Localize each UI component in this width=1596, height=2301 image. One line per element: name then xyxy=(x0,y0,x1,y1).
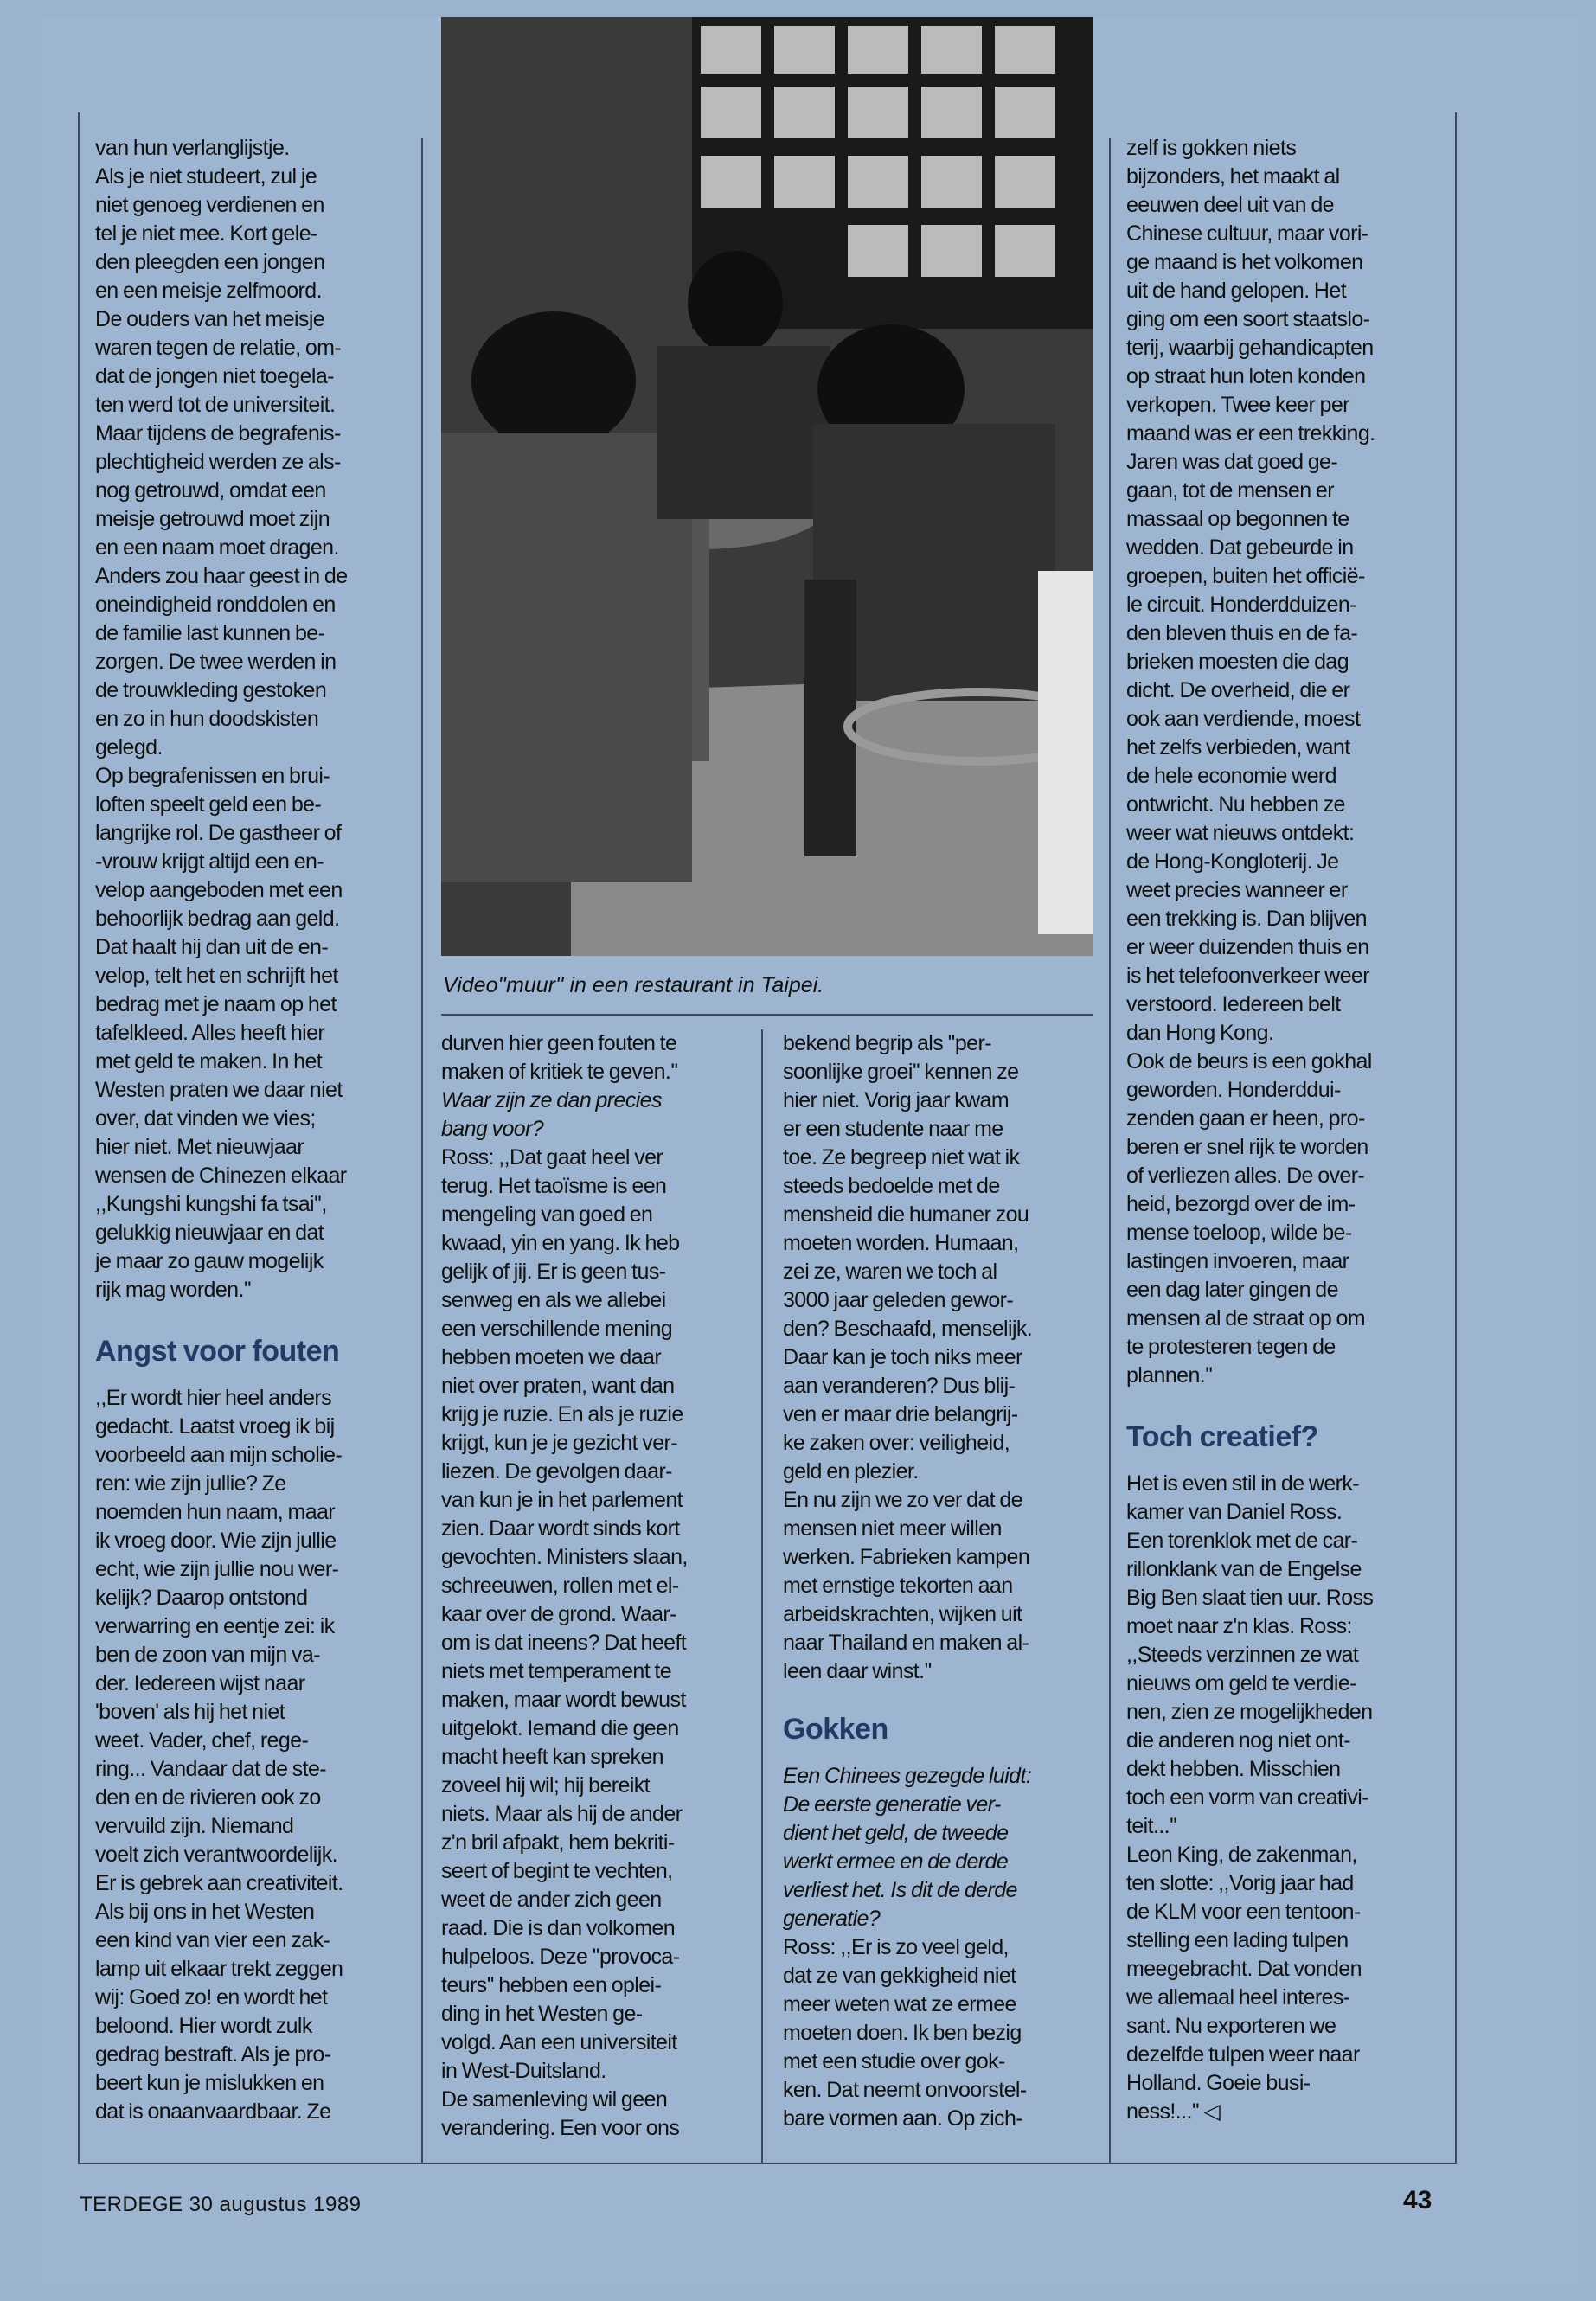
text-line: bijzonders, het maakt al xyxy=(1126,164,1340,189)
text-line: ,,Kungshi kungshi fa tsai'', xyxy=(95,1192,327,1216)
text-line: nen, zien ze mogelijkheden xyxy=(1126,1700,1373,1724)
text-line: en zo in hun doodskisten xyxy=(95,707,319,731)
text-line: gevochten. Ministers slaan, xyxy=(441,1545,688,1569)
text-line: rillonklank van de Engelse xyxy=(1126,1557,1362,1581)
text-line: ken. Dat neemt onvoorstel- xyxy=(783,2078,1027,2102)
text-line: Waar zijn ze dan precies xyxy=(441,1088,662,1112)
text-line: Chinese cultuur, maar vori- xyxy=(1126,221,1368,246)
text-line: voelt zich verantwoordelijk. xyxy=(95,1843,337,1867)
text-line: bekend begrip als ''per- xyxy=(783,1031,991,1055)
text-line: stelling een lading tulpen xyxy=(1126,1928,1349,1952)
text-line: van kun je in het parlement xyxy=(441,1488,683,1512)
text-line: beloond. Hier wordt zulk xyxy=(95,2014,312,2038)
text-line: Anders zou haar geest in de xyxy=(95,564,348,588)
column-1-text-b xyxy=(95,1384,415,2126)
text-line: ging om een soort staatslo- xyxy=(1126,307,1370,331)
text-line: aan veranderen? Dus blij- xyxy=(783,1374,1016,1398)
text-line: meisje getrouwd moet zijn xyxy=(95,507,330,531)
column-rule-3 xyxy=(1109,138,1111,2163)
text-line: gelukkig nieuwjaar en dat xyxy=(95,1221,324,1245)
column-3-text-b xyxy=(783,1933,1103,2133)
text-line: van hun verlanglijstje. xyxy=(95,136,290,160)
column-4-text-a xyxy=(1126,134,1446,1390)
text-line: En nu zijn we zo ver dat de xyxy=(783,1488,1022,1512)
text-line: zien. Daar wordt sinds kort xyxy=(441,1516,680,1541)
text-line: den pleegden een jongen xyxy=(95,250,325,274)
text-line: zelf is gokken niets xyxy=(1126,136,1297,160)
text-line: toe. Ze begreep niet wat ik xyxy=(783,1145,1020,1170)
text-line: ke zaken over: veiligheid, xyxy=(783,1431,1010,1455)
text-line: Er is gebrek aan creativiteit. xyxy=(95,1871,343,1895)
text-line: eeuwen deel uit van de xyxy=(1126,193,1334,217)
text-line: wensen de Chinezen elkaar xyxy=(95,1163,347,1188)
text-line: Ross: ,,Er is zo veel geld, xyxy=(783,1935,1009,1959)
text-line: bare vormen aan. Op zich- xyxy=(783,2106,1022,2131)
text-line: brieken moesten die dag xyxy=(1126,650,1349,674)
text-line: een trekking is. Dan blijven xyxy=(1126,907,1367,931)
question-waar-zijn-ze-bang xyxy=(441,1086,757,1144)
text-line: tafelkleed. Alles heeft hier xyxy=(95,1021,325,1045)
text-line: toch een vorm van creativi- xyxy=(1126,1785,1368,1810)
text-line: geworden. Honderddui- xyxy=(1126,1078,1341,1102)
text-line: mensen al de straat op om xyxy=(1126,1306,1365,1330)
text-line: De ouders van het meisje xyxy=(95,307,325,331)
text-line: plannen.'' xyxy=(1126,1363,1213,1388)
text-line: in West-Duitsland. xyxy=(441,2059,606,2083)
text-line: de hele economie werd xyxy=(1126,764,1336,788)
text-line: Maar tijdens de begrafenis- xyxy=(95,421,341,445)
text-line: massaal op begonnen te xyxy=(1126,507,1349,531)
text-line: zoveel hij wil; hij bereikt xyxy=(441,1773,651,1798)
text-line: nog getrouwd, omdat een xyxy=(95,478,326,503)
text-line: moet naar z'n klas. Ross: xyxy=(1126,1614,1352,1638)
text-line: plechtigheid werden ze als- xyxy=(95,450,341,474)
text-line: den? Beschaafd, menselijk. xyxy=(783,1317,1033,1341)
heading-toch-creatief: Toch creatief? xyxy=(1126,1420,1318,1453)
restaurant-photo xyxy=(441,17,1093,956)
text-line: zorgen. De twee werden in xyxy=(95,650,337,674)
text-line: dat ze van gekkigheid niet xyxy=(783,1964,1016,1988)
text-line: echt, wie zijn jullie nou wer- xyxy=(95,1557,339,1581)
text-line: weet de ander zich geen xyxy=(441,1888,662,1912)
text-line: moeten worden. Humaan, xyxy=(783,1231,1019,1255)
text-line: raad. Die is dan volkomen xyxy=(441,1916,676,1940)
text-line: niets. Maar als hij de ander xyxy=(441,1802,683,1826)
text-line: steeds bedoelde met de xyxy=(783,1174,1000,1198)
text-line: beren er snel rijk te worden xyxy=(1126,1135,1368,1159)
text-line: Ross: ,,Dat gaat heel ver xyxy=(441,1145,663,1170)
text-line: 3000 jaar geleden gewor- xyxy=(783,1288,1014,1312)
text-line: een dag later gingen de xyxy=(1126,1278,1338,1302)
text-line: Daar kan je toch niks meer xyxy=(783,1345,1022,1369)
text-line: dat de jongen niet toegela- xyxy=(95,364,334,388)
footer-publication: TERDEGE 30 augustus 1989 xyxy=(80,2193,362,2216)
text-line: op straat hun loten konden xyxy=(1126,364,1366,388)
text-line: behoorlijk bedrag aan geld. xyxy=(95,907,340,931)
text-line: dient het geld, de tweede xyxy=(783,1821,1009,1845)
text-line: Holland. Goeie busi- xyxy=(1126,2071,1311,2095)
column-1 xyxy=(95,134,415,2126)
text-line: de familie last kunnen be- xyxy=(95,621,325,645)
text-line: en een naam moet dragen. xyxy=(95,535,339,560)
text-line: werkt ermee en de derde xyxy=(783,1849,1009,1874)
text-line: hulpeloos. Deze ''provoca- xyxy=(441,1945,680,1969)
text-line: De eerste generatie ver- xyxy=(783,1792,1001,1817)
text-line: met ernstige tekorten aan xyxy=(783,1574,1013,1598)
text-line: maand was er een trekking. xyxy=(1126,421,1375,445)
text-line: hier niet. Met nieuwjaar xyxy=(95,1135,304,1159)
text-line: waren tegen de relatie, om- xyxy=(95,336,342,360)
text-line: kamer van Daniel Ross. xyxy=(1126,1500,1343,1524)
text-line: Een torenklok met de car- xyxy=(1126,1529,1358,1553)
text-line: generatie? xyxy=(783,1907,881,1931)
text-line: weer wat nieuws ontdekt: xyxy=(1126,821,1355,845)
text-line: die anderen nog niet ont- xyxy=(1126,1728,1350,1753)
text-line: verstoord. Iedereen belt xyxy=(1126,992,1341,1016)
text-line: le circuit. Honderdduizen- xyxy=(1126,593,1356,617)
text-line: wedden. Dat gebeurde in xyxy=(1126,535,1354,560)
text-line: noemden hun naam, maar xyxy=(95,1500,336,1524)
text-line: velop, telt het en schrijft het xyxy=(95,964,338,988)
text-line: met geld te maken. In het xyxy=(95,1049,323,1074)
text-line: Big Ben slaat tien uur. Ross xyxy=(1126,1586,1374,1610)
text-line: je maar zo gauw mogelijk xyxy=(95,1249,324,1273)
text-line: dat is onaanvaardbaar. Ze xyxy=(95,2099,331,2124)
text-line: liezen. De gevolgen daar- xyxy=(441,1459,672,1484)
text-line: we allemaal heel interes- xyxy=(1126,1985,1350,2009)
text-line: mensheid die humaner zou xyxy=(783,1202,1029,1227)
text-line: Ook de beurs is een gokhal xyxy=(1126,1049,1372,1074)
text-line: het zelfs verbieden, want xyxy=(1126,735,1350,760)
heading-angst-voor-fouten: Angst voor fouten xyxy=(95,1335,340,1368)
text-line: bang voor? xyxy=(441,1117,544,1141)
column-2-text-a xyxy=(441,1029,757,1086)
photo-caption: Video''muur'' in een restaurant in Taipei. xyxy=(443,973,824,997)
text-line: niet genoeg verdienen en xyxy=(95,193,324,217)
text-line: sant. Nu exporteren we xyxy=(1126,2014,1336,2038)
text-line: maken of kritiek te geven.'' xyxy=(441,1060,678,1084)
text-line: zenden gaan er heen, pro- xyxy=(1126,1106,1365,1131)
text-line: gedacht. Laatst vroeg ik bij xyxy=(95,1414,335,1439)
text-line: ontwricht. Nu hebben ze xyxy=(1126,792,1345,817)
text-line: leen daar winst.'' xyxy=(783,1659,932,1683)
text-line: mengeling van goed en xyxy=(441,1202,653,1227)
text-line: loften speelt geld een be- xyxy=(95,792,322,817)
text-line: wij: Goed zo! en wordt het xyxy=(95,1985,328,2009)
text-line: geld en plezier. xyxy=(783,1459,919,1484)
column-2-text-b xyxy=(441,1144,757,2143)
text-line: groepen, buiten het officië- xyxy=(1126,564,1365,588)
text-line: teit...'' xyxy=(1126,1814,1177,1838)
text-line: seert of begint te vechten, xyxy=(441,1859,673,1883)
text-line: ook aan verdiende, moest xyxy=(1126,707,1361,731)
text-line: soonlijke groei'' kennen ze xyxy=(783,1060,1019,1084)
footer-page-number: 43 xyxy=(1403,2186,1433,2214)
text-line: De samenleving wil geen xyxy=(441,2087,668,2112)
text-line: Op begrafenissen en brui- xyxy=(95,764,330,788)
text-line: teurs'' hebben een oplei- xyxy=(441,1973,662,1997)
text-line: naar Thailand en maken al- xyxy=(783,1631,1029,1655)
text-line: schreeuwen, rollen met el- xyxy=(441,1574,679,1598)
text-line: Een Chinees gezegde luidt: xyxy=(783,1764,1032,1788)
column-rule-1 xyxy=(421,138,423,2163)
text-line: uitgelokt. Iemand die geen xyxy=(441,1716,679,1740)
text-line: en een meisje zelfmoord. xyxy=(95,279,322,303)
text-line: vervuild zijn. Niemand xyxy=(95,1814,294,1838)
text-line: krijgt, kun je je gezicht ver- xyxy=(441,1431,677,1455)
text-line: verandering. Een voor ons xyxy=(441,2116,680,2140)
text-line: arbeidskrachten, wijken uit xyxy=(783,1602,1022,1626)
text-line: ik vroeg door. Wie zijn jullie xyxy=(95,1529,337,1553)
text-line: Westen praten we daar niet xyxy=(95,1078,343,1102)
text-line: niets met temperament te xyxy=(441,1659,672,1683)
text-line: dekt hebben. Misschien xyxy=(1126,1757,1341,1781)
text-line: voorbeeld aan mijn scholie- xyxy=(95,1443,343,1467)
text-line: ten werd tot de universiteit. xyxy=(95,393,336,417)
text-line: terug. Het taoïsme is een xyxy=(441,1174,667,1198)
heading-gokken: Gokken xyxy=(783,1713,888,1746)
text-line: 'boven' als hij het niet xyxy=(95,1700,285,1724)
text-line: maken, maar wordt bewust xyxy=(441,1688,686,1712)
text-line: macht heeft kan spreken xyxy=(441,1745,663,1769)
text-line: oneindigheid ronddolen en xyxy=(95,593,336,617)
text-line: Als bij ons in het Westen xyxy=(95,1900,315,1924)
text-line: uit de hand gelopen. Het xyxy=(1126,279,1347,303)
column-4-text-b xyxy=(1126,1470,1446,2126)
text-line: weet. Vader, chef, rege- xyxy=(95,1728,309,1753)
text-line: ,,Er wordt hier heel anders xyxy=(95,1386,332,1410)
text-line: ben de zoon van mijn va- xyxy=(95,1643,320,1667)
text-line: niet over praten, want dan xyxy=(441,1374,675,1398)
text-line: velop aangeboden met een xyxy=(95,878,343,902)
text-line: over, dat vinden we vies; xyxy=(95,1106,316,1131)
text-line: verwarring en eentje zei: ik xyxy=(95,1614,335,1638)
text-line: z'n bril afpakt, hem bekriti- xyxy=(441,1830,675,1855)
text-line: een kind van vier een zak- xyxy=(95,1928,330,1952)
text-line: of verliezen alles. De over- xyxy=(1126,1163,1365,1188)
text-line: Als je niet studeert, zul je xyxy=(95,164,317,189)
text-line: tel je niet mee. Kort gele- xyxy=(95,221,317,246)
text-line: mense toeloop, wilde be- xyxy=(1126,1221,1352,1245)
column-1-text-a xyxy=(95,134,415,1304)
text-line: lastingen invoeren, maar xyxy=(1126,1249,1349,1273)
text-line: gaan, tot de mensen er xyxy=(1126,478,1334,503)
text-line: -vrouw krijgt altijd een en- xyxy=(95,849,324,874)
text-line: ding in het Westen ge- xyxy=(441,2002,643,2026)
text-line: Jaren was dat goed ge- xyxy=(1126,450,1338,474)
text-line: den en de rivieren ook zo xyxy=(95,1785,321,1810)
text-line: heid, bezorgd over de im- xyxy=(1126,1192,1356,1216)
column-2 xyxy=(441,1029,757,2143)
text-line: gedrag bestraft. Als je pro- xyxy=(95,2042,331,2067)
text-line: dicht. De overheid, die er xyxy=(1126,678,1350,702)
caption-rule xyxy=(441,1014,1093,1016)
text-line: er weer duizenden thuis en xyxy=(1126,935,1369,959)
text-line: een verschillende mening xyxy=(441,1317,673,1341)
text-line: meer weten wat ze ermee xyxy=(783,1992,1016,2016)
text-line: ,,Steeds verzinnen ze wat xyxy=(1126,1643,1359,1667)
text-line: volgd. Aan een universiteit xyxy=(441,2030,677,2054)
column-3 xyxy=(783,1029,1103,2133)
text-line: lamp uit elkaar trekt zeggen xyxy=(95,1957,343,1981)
text-line: gelegd. xyxy=(95,735,163,760)
text-line: mensen niet meer willen xyxy=(783,1516,1002,1541)
text-line: er een studente naar me xyxy=(783,1117,1003,1141)
text-line: weet precies wanneer er xyxy=(1126,878,1348,902)
text-line: ge maand is het volkomen xyxy=(1126,250,1363,274)
text-line: dan Hong Kong. xyxy=(1126,1021,1274,1045)
text-line: gelijk of jij. Er is geen tus- xyxy=(441,1259,666,1284)
column-4 xyxy=(1126,134,1446,2126)
text-line: verliest het. Is dit de derde xyxy=(783,1878,1017,1902)
text-line: ven er maar drie belangrij- xyxy=(783,1402,1018,1426)
text-line: om is dat ineens? Dat heeft xyxy=(441,1631,687,1655)
text-line: rijk mag worden.'' xyxy=(95,1278,252,1302)
question-chinees-gezegde xyxy=(783,1762,1103,1933)
text-line: ring... Vandaar dat de ste- xyxy=(95,1757,327,1781)
text-line: langrijke rol. De gastheer of xyxy=(95,821,342,845)
text-line: te protesteren tegen de xyxy=(1126,1335,1336,1359)
column-rule-2 xyxy=(761,1029,763,2163)
text-line: met een studie over gok- xyxy=(783,2049,1005,2073)
text-line: moeten doen. Ik ben bezig xyxy=(783,2021,1022,2045)
text-line: kwaad, yin en yang. Ik heb xyxy=(441,1231,680,1255)
text-line: ness!...'' ◁ xyxy=(1126,2099,1221,2124)
text-line: ren: wie zijn jullie? Ze xyxy=(95,1471,286,1496)
text-line: ten slotte: ,,Vorig jaar had xyxy=(1126,1871,1354,1895)
text-line: Dat haalt hij dan uit de en- xyxy=(95,935,329,959)
text-line: is het telefoonverkeer weer xyxy=(1126,964,1369,988)
text-line: de KLM voor een tentoon- xyxy=(1126,1900,1361,1924)
text-line: de trouwkleding gestoken xyxy=(95,678,327,702)
text-line: durven hier geen fouten te xyxy=(441,1031,677,1055)
text-line: krijg je ruzie. En als je ruzie xyxy=(441,1402,683,1426)
text-line: senweg en als we allebei xyxy=(441,1288,666,1312)
text-line: beert kun je mislukken en xyxy=(95,2071,324,2095)
text-line: terij, waarbij gehandicapten xyxy=(1126,336,1374,360)
text-line: dezelfde tulpen weer naar xyxy=(1126,2042,1360,2067)
text-line: nieuws om geld te verdie- xyxy=(1126,1671,1356,1695)
text-line: hebben moeten we daar xyxy=(441,1345,662,1369)
text-line: bedrag met je naam op het xyxy=(95,992,337,1016)
text-line: zei ze, waren we toch al xyxy=(783,1259,997,1284)
text-line: der. Iedereen wijst naar xyxy=(95,1671,305,1695)
text-line: hier niet. Vorig jaar kwam xyxy=(783,1088,1010,1112)
text-line: den bleven thuis en de fa- xyxy=(1126,621,1358,645)
text-line: de Hong-Kongloterij. Je xyxy=(1126,849,1339,874)
text-line: meegebracht. Dat vonden xyxy=(1126,1957,1362,1981)
text-line: Leon King, de zakenman, xyxy=(1126,1843,1357,1867)
text-line: kaar over de grond. Waar- xyxy=(441,1602,676,1626)
text-line: Het is even stil in de werk- xyxy=(1126,1471,1359,1496)
column-3-text-a xyxy=(783,1029,1103,1686)
text-line: kelijk? Daarop ontstond xyxy=(95,1586,308,1610)
text-line: verkopen. Twee keer per xyxy=(1126,393,1349,417)
text-line: werken. Fabrieken kampen xyxy=(783,1545,1030,1569)
